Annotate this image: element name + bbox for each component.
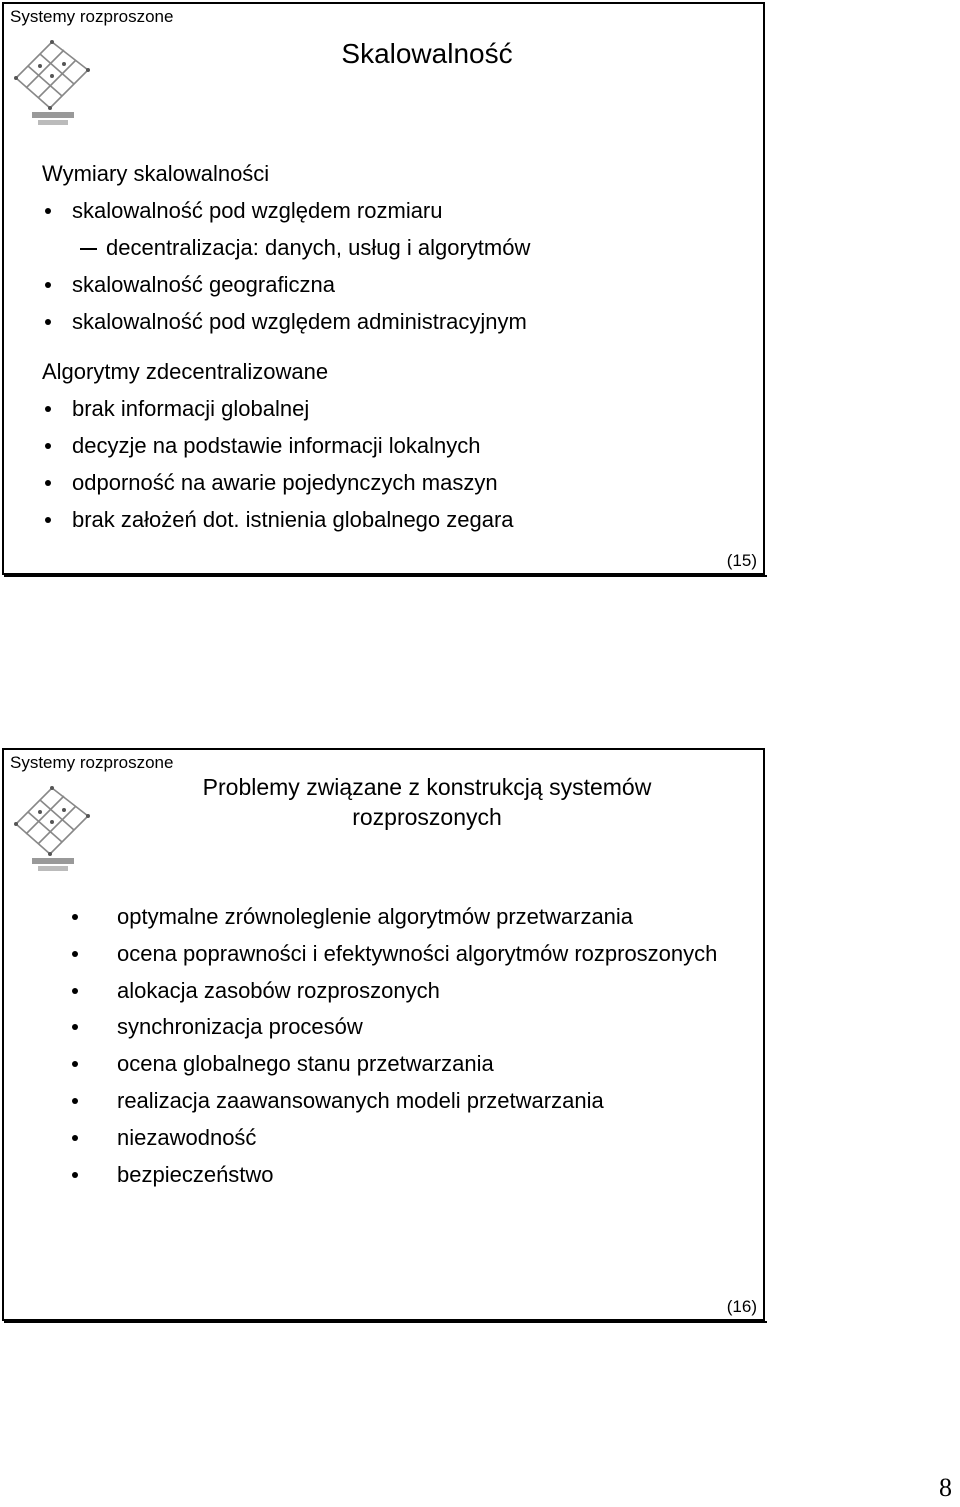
list-item (72, 1123, 752, 1153)
list-item-text: brak informacji globalnej (72, 396, 310, 421)
list-item-text: ocena globalnego stanu przetwarzania (117, 1051, 494, 1077)
sub-list-item-text: decentralizacja: danych, usług i algorytmów (106, 235, 531, 260)
list-item-text: synchronizacja procesów (117, 1014, 363, 1040)
list-item (72, 1049, 752, 1079)
list-item-text: bezpieczeństwo (117, 1161, 274, 1187)
list-item-text: realizacja zaawansowanych modeli przetwarzania (117, 1087, 604, 1113)
bullet-icon (72, 951, 78, 957)
slide-body (72, 902, 752, 1196)
list-item (72, 939, 752, 969)
list-item (72, 1012, 752, 1042)
list-item-text: decyzje na podstawie informacji lokalnych (72, 433, 481, 458)
list-item-text: ocena poprawności i efektywności algorytmów rozproszonych (117, 940, 718, 966)
bullet-icon (72, 1024, 78, 1030)
bullet-icon (72, 1061, 78, 1067)
bullet-icon (72, 988, 78, 994)
list-item-text: optymalne zrównoleglenie algorytmów przetwarzania (117, 904, 634, 929)
slide-16 (2, 748, 765, 1321)
bullet-icon (45, 480, 51, 486)
list-item (42, 427, 530, 464)
list-item-text: skalowalność geograficzna (72, 272, 335, 297)
slide-header: Systemy rozproszone (10, 7, 174, 26)
list-item-text: brak założeń dot. istnienia globalnego zegara (72, 507, 514, 532)
slide-page-number: (15) (726, 551, 757, 570)
list-item-text: skalowalność pod względem rozmiaru (72, 198, 443, 223)
section-heading: Algorytmy zdecentralizowane (42, 359, 329, 384)
bullet-icon (45, 443, 51, 449)
list-item-text: odporność na awarie pojedynczych maszyn (72, 470, 498, 495)
sheet-page-number: 8 (939, 1473, 952, 1502)
list-item (42, 390, 530, 427)
bullet-icon (72, 914, 78, 920)
slide-title-line-2: rozproszonych (352, 804, 502, 830)
bullet-icon (72, 1135, 78, 1141)
bullet-icon (72, 1098, 78, 1104)
slide-15 (2, 2, 765, 575)
content-group (42, 156, 530, 340)
list-item (72, 902, 752, 932)
slide-header: Systemy rozproszone (10, 753, 174, 772)
list-item-text: skalowalność pod względem administracyjnym (72, 309, 527, 334)
list-item (42, 192, 530, 229)
bullet-icon (72, 1172, 78, 1178)
list-item (42, 464, 530, 501)
list-item (72, 1086, 752, 1116)
list-item (42, 266, 530, 303)
list-item-text: niezawodność (117, 1124, 257, 1150)
list-item (42, 303, 530, 340)
bullet-icon (45, 517, 51, 523)
slide-title-line-1: Problemy związane z konstrukcją systemów (202, 774, 652, 800)
section-heading: Wymiary skalowalności (42, 161, 270, 186)
list-item (72, 1160, 752, 1190)
bullet-icon (45, 208, 51, 214)
content-group (42, 354, 530, 538)
bullet-icon (45, 319, 51, 325)
slide-page-number: (16) (726, 1297, 757, 1316)
bullet-icon (45, 282, 51, 288)
bullet-icon (45, 406, 51, 412)
dash-bullet-icon (80, 248, 97, 250)
list-item (72, 976, 752, 1006)
slide-title (4, 772, 850, 832)
slide-body (42, 156, 530, 552)
slide-title: Skalowalność (341, 38, 513, 69)
sub-list-item (42, 229, 530, 266)
list-item (42, 501, 530, 538)
list-item-text: alokacja zasobów rozproszonych (117, 977, 440, 1003)
